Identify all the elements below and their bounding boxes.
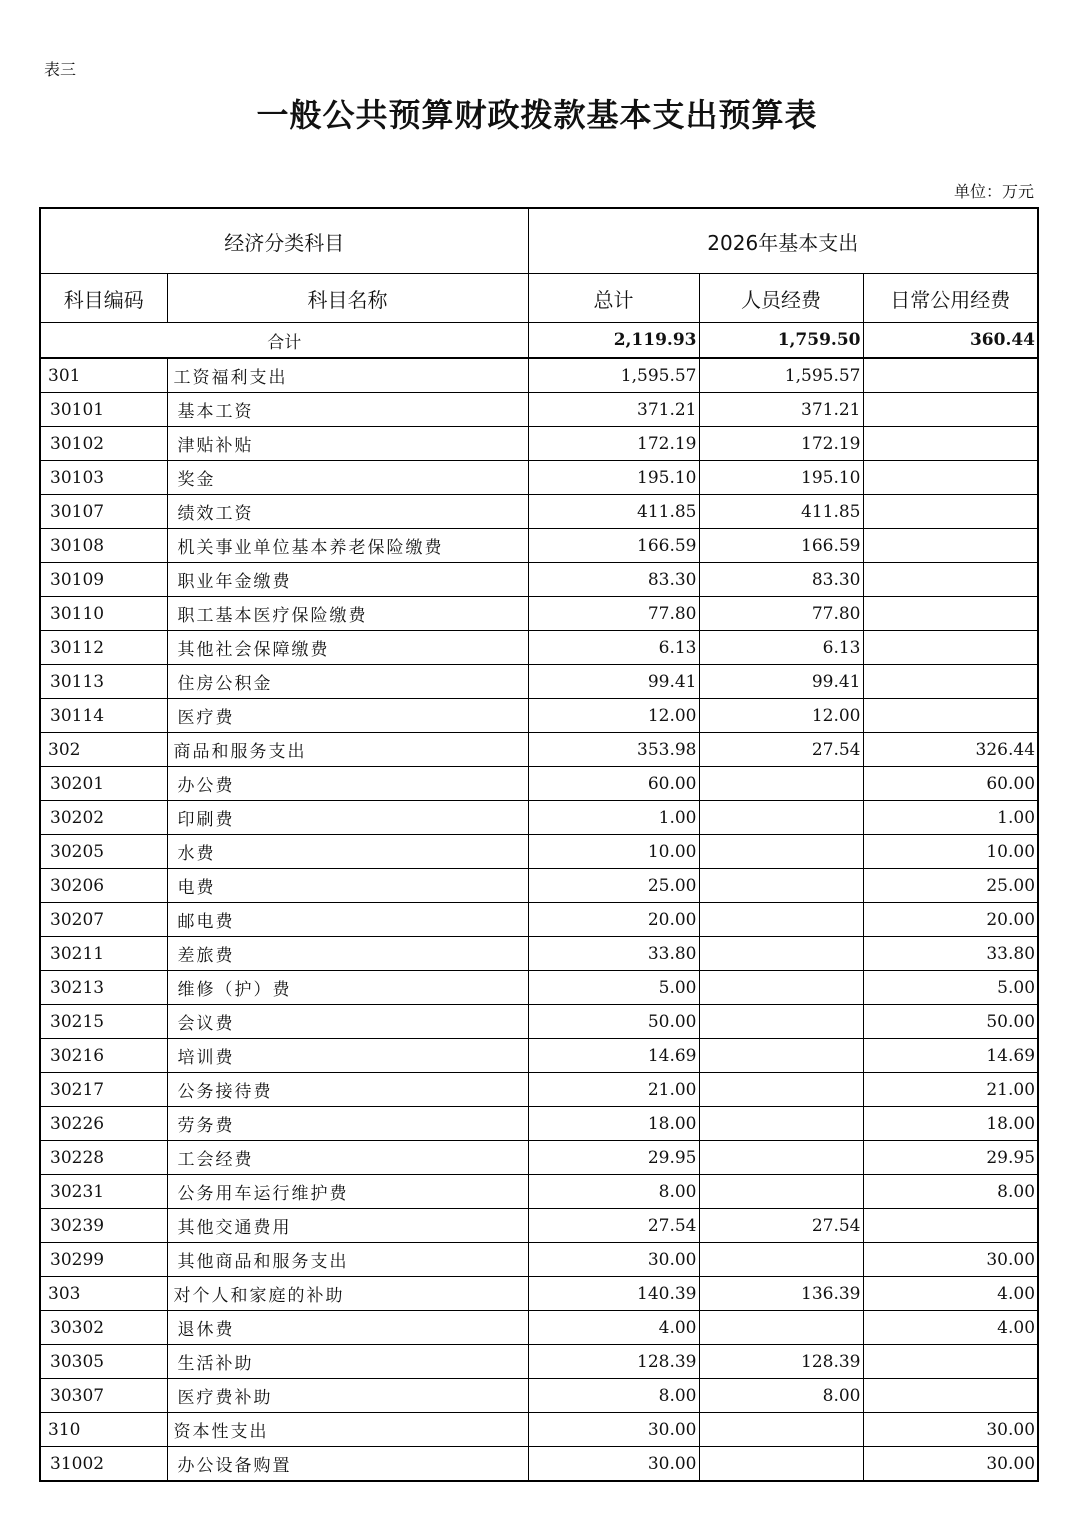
row-name: 公务用车运行维护费 bbox=[167, 1175, 528, 1209]
row-personnel: 27.54 bbox=[699, 733, 863, 767]
unit-label: 单位：万元 bbox=[953, 182, 1034, 201]
row-name: 工会经费 bbox=[167, 1141, 528, 1175]
row-total: 195.10 bbox=[528, 461, 699, 495]
table-row bbox=[40, 597, 1038, 631]
row-personnel bbox=[699, 801, 863, 835]
row-name: 住房公积金 bbox=[167, 665, 528, 699]
row-total: 21.00 bbox=[528, 1073, 699, 1107]
row-public: 50.00 bbox=[863, 1005, 1038, 1039]
row-code: 30302 bbox=[40, 1311, 167, 1345]
row-personnel: 128.39 bbox=[699, 1345, 863, 1379]
row-code: 30226 bbox=[40, 1107, 167, 1141]
row-public bbox=[863, 665, 1038, 699]
row-total: 18.00 bbox=[528, 1107, 699, 1141]
row-code: 30231 bbox=[40, 1175, 167, 1209]
row-personnel bbox=[699, 937, 863, 971]
row-total: 4.00 bbox=[528, 1311, 699, 1345]
row-code: 30215 bbox=[40, 1005, 167, 1039]
row-code: 30202 bbox=[40, 801, 167, 835]
row-public: 4.00 bbox=[863, 1277, 1038, 1311]
row-code: 30201 bbox=[40, 767, 167, 801]
row-total: 29.95 bbox=[528, 1141, 699, 1175]
row-total: 371.21 bbox=[528, 393, 699, 427]
table-row bbox=[40, 937, 1038, 971]
row-total: 83.30 bbox=[528, 563, 699, 597]
row-code: 30108 bbox=[40, 529, 167, 563]
row-total: 50.00 bbox=[528, 1005, 699, 1039]
row-personnel bbox=[699, 1107, 863, 1141]
row-code: 30206 bbox=[40, 869, 167, 903]
row-personnel: 12.00 bbox=[699, 699, 863, 733]
column-header-code: 科目编码 bbox=[40, 274, 167, 323]
row-code: 30113 bbox=[40, 665, 167, 699]
row-personnel bbox=[699, 869, 863, 903]
row-name: 电费 bbox=[167, 869, 528, 903]
row-personnel bbox=[699, 903, 863, 937]
row-public: 30.00 bbox=[863, 1243, 1038, 1277]
row-public: 4.00 bbox=[863, 1311, 1038, 1345]
row-name: 绩效工资 bbox=[167, 495, 528, 529]
table-row bbox=[40, 1345, 1038, 1379]
row-total: 8.00 bbox=[528, 1379, 699, 1413]
row-personnel bbox=[699, 1175, 863, 1209]
row-code: 30216 bbox=[40, 1039, 167, 1073]
row-total: 30.00 bbox=[528, 1243, 699, 1277]
row-personnel: 136.39 bbox=[699, 1277, 863, 1311]
column-header-personnel: 人员经费 bbox=[699, 274, 863, 323]
row-name: 工资福利支出 bbox=[167, 358, 528, 393]
table-row bbox=[40, 495, 1038, 529]
row-personnel: 166.59 bbox=[699, 529, 863, 563]
row-code: 30101 bbox=[40, 393, 167, 427]
table-row bbox=[40, 1447, 1038, 1482]
row-name: 办公费 bbox=[167, 767, 528, 801]
table-row bbox=[40, 665, 1038, 699]
row-public bbox=[863, 529, 1038, 563]
table-row bbox=[40, 1039, 1038, 1073]
row-public: 10.00 bbox=[863, 835, 1038, 869]
row-personnel bbox=[699, 1073, 863, 1107]
row-total: 10.00 bbox=[528, 835, 699, 869]
table-row bbox=[40, 903, 1038, 937]
row-code: 30217 bbox=[40, 1073, 167, 1107]
total-sum: 2,119.93 bbox=[528, 323, 699, 359]
row-public bbox=[863, 427, 1038, 461]
row-public bbox=[863, 358, 1038, 393]
row-name: 医疗费 bbox=[167, 699, 528, 733]
row-public: 30.00 bbox=[863, 1413, 1038, 1447]
row-personnel bbox=[699, 767, 863, 801]
row-code: 30211 bbox=[40, 937, 167, 971]
row-total: 8.00 bbox=[528, 1175, 699, 1209]
row-code: 302 bbox=[40, 733, 167, 767]
row-total: 33.80 bbox=[528, 937, 699, 971]
row-public bbox=[863, 1345, 1038, 1379]
table-row bbox=[40, 733, 1038, 767]
row-name: 会议费 bbox=[167, 1005, 528, 1039]
table-row bbox=[40, 427, 1038, 461]
row-public: 21.00 bbox=[863, 1073, 1038, 1107]
row-public bbox=[863, 461, 1038, 495]
table-row bbox=[40, 1073, 1038, 1107]
row-code: 30110 bbox=[40, 597, 167, 631]
row-total: 30.00 bbox=[528, 1413, 699, 1447]
row-name: 培训费 bbox=[167, 1039, 528, 1073]
row-personnel: 411.85 bbox=[699, 495, 863, 529]
row-code: 30213 bbox=[40, 971, 167, 1005]
row-name: 邮电费 bbox=[167, 903, 528, 937]
page-title: 一般公共预算财政拨款基本支出预算表 bbox=[256, 96, 818, 134]
row-public: 30.00 bbox=[863, 1447, 1038, 1482]
row-name: 劳务费 bbox=[167, 1107, 528, 1141]
table-row bbox=[40, 971, 1038, 1005]
table-row bbox=[40, 1107, 1038, 1141]
row-public: 14.69 bbox=[863, 1039, 1038, 1073]
row-personnel: 83.30 bbox=[699, 563, 863, 597]
row-personnel: 27.54 bbox=[699, 1209, 863, 1243]
total-label: 合计 bbox=[40, 323, 528, 359]
table-row bbox=[40, 1243, 1038, 1277]
column-header-public: 日常公用经费 bbox=[863, 274, 1038, 323]
row-total: 140.39 bbox=[528, 1277, 699, 1311]
table-row bbox=[40, 699, 1038, 733]
row-code: 30103 bbox=[40, 461, 167, 495]
row-code: 30107 bbox=[40, 495, 167, 529]
column-header-name: 科目名称 bbox=[167, 274, 528, 323]
row-public: 326.44 bbox=[863, 733, 1038, 767]
row-code: 30109 bbox=[40, 563, 167, 597]
row-name: 其他交通费用 bbox=[167, 1209, 528, 1243]
row-personnel: 77.80 bbox=[699, 597, 863, 631]
table-row bbox=[40, 1141, 1038, 1175]
row-public: 25.00 bbox=[863, 869, 1038, 903]
row-public bbox=[863, 699, 1038, 733]
row-name: 医疗费补助 bbox=[167, 1379, 528, 1413]
table-row bbox=[40, 358, 1038, 393]
row-total: 27.54 bbox=[528, 1209, 699, 1243]
row-total: 14.69 bbox=[528, 1039, 699, 1073]
row-personnel bbox=[699, 1141, 863, 1175]
table-label: 表三 bbox=[44, 60, 77, 79]
table-row bbox=[40, 529, 1038, 563]
row-public bbox=[863, 631, 1038, 665]
table-row bbox=[40, 1379, 1038, 1413]
row-total: 99.41 bbox=[528, 665, 699, 699]
row-public bbox=[863, 597, 1038, 631]
row-code: 30228 bbox=[40, 1141, 167, 1175]
row-personnel bbox=[699, 971, 863, 1005]
row-name: 维修（护）费 bbox=[167, 971, 528, 1005]
row-name: 水费 bbox=[167, 835, 528, 869]
row-total: 6.13 bbox=[528, 631, 699, 665]
row-total: 128.39 bbox=[528, 1345, 699, 1379]
total-personnel: 1,759.50 bbox=[699, 323, 863, 359]
row-name: 印刷费 bbox=[167, 801, 528, 835]
row-code: 30114 bbox=[40, 699, 167, 733]
table-row bbox=[40, 631, 1038, 665]
row-total: 77.80 bbox=[528, 597, 699, 631]
row-personnel bbox=[699, 1311, 863, 1345]
row-name: 机关事业单位基本养老保险缴费 bbox=[167, 529, 528, 563]
row-personnel: 172.19 bbox=[699, 427, 863, 461]
row-public: 20.00 bbox=[863, 903, 1038, 937]
row-total: 20.00 bbox=[528, 903, 699, 937]
row-name: 退休费 bbox=[167, 1311, 528, 1345]
table-row bbox=[40, 563, 1038, 597]
row-name: 公务接待费 bbox=[167, 1073, 528, 1107]
row-public bbox=[863, 1209, 1038, 1243]
row-personnel: 6.13 bbox=[699, 631, 863, 665]
group-header-economic-class: 经济分类科目 bbox=[40, 208, 528, 274]
row-total: 5.00 bbox=[528, 971, 699, 1005]
row-name: 差旅费 bbox=[167, 937, 528, 971]
row-personnel bbox=[699, 1413, 863, 1447]
row-total: 1.00 bbox=[528, 801, 699, 835]
row-name: 办公设备购置 bbox=[167, 1447, 528, 1482]
row-name: 基本工资 bbox=[167, 393, 528, 427]
table-row bbox=[40, 1277, 1038, 1311]
row-personnel bbox=[699, 1243, 863, 1277]
row-public: 18.00 bbox=[863, 1107, 1038, 1141]
row-name: 对个人和家庭的补助 bbox=[167, 1277, 528, 1311]
row-personnel: 99.41 bbox=[699, 665, 863, 699]
row-public bbox=[863, 1379, 1038, 1413]
row-public: 29.95 bbox=[863, 1141, 1038, 1175]
row-name: 商品和服务支出 bbox=[167, 733, 528, 767]
row-public bbox=[863, 393, 1038, 427]
row-total: 12.00 bbox=[528, 699, 699, 733]
row-public: 33.80 bbox=[863, 937, 1038, 971]
row-code: 303 bbox=[40, 1277, 167, 1311]
row-personnel: 8.00 bbox=[699, 1379, 863, 1413]
row-name: 奖金 bbox=[167, 461, 528, 495]
row-code: 30102 bbox=[40, 427, 167, 461]
row-public: 1.00 bbox=[863, 801, 1038, 835]
row-public: 8.00 bbox=[863, 1175, 1038, 1209]
row-name: 其他社会保障缴费 bbox=[167, 631, 528, 665]
row-code: 30299 bbox=[40, 1243, 167, 1277]
budget-table bbox=[39, 207, 1039, 1482]
row-code: 30305 bbox=[40, 1345, 167, 1379]
row-total: 25.00 bbox=[528, 869, 699, 903]
total-public: 360.44 bbox=[863, 323, 1038, 359]
row-personnel: 371.21 bbox=[699, 393, 863, 427]
row-personnel: 195.10 bbox=[699, 461, 863, 495]
row-code: 31002 bbox=[40, 1447, 167, 1482]
table-row bbox=[40, 1209, 1038, 1243]
row-personnel bbox=[699, 1447, 863, 1482]
row-total: 60.00 bbox=[528, 767, 699, 801]
row-code: 30207 bbox=[40, 903, 167, 937]
row-total: 411.85 bbox=[528, 495, 699, 529]
row-personnel bbox=[699, 835, 863, 869]
row-name: 职业年金缴费 bbox=[167, 563, 528, 597]
row-code: 30307 bbox=[40, 1379, 167, 1413]
row-code: 30205 bbox=[40, 835, 167, 869]
table-body bbox=[40, 323, 1038, 1482]
row-total: 166.59 bbox=[528, 529, 699, 563]
row-public: 5.00 bbox=[863, 971, 1038, 1005]
row-name: 其他商品和服务支出 bbox=[167, 1243, 528, 1277]
table-row bbox=[40, 1005, 1038, 1039]
table-row bbox=[40, 767, 1038, 801]
row-public bbox=[863, 563, 1038, 597]
row-code: 30112 bbox=[40, 631, 167, 665]
table-row bbox=[40, 801, 1038, 835]
row-code: 301 bbox=[40, 358, 167, 393]
row-personnel: 1,595.57 bbox=[699, 358, 863, 393]
table-row bbox=[40, 393, 1038, 427]
row-name: 职工基本医疗保险缴费 bbox=[167, 597, 528, 631]
row-personnel bbox=[699, 1005, 863, 1039]
row-code: 310 bbox=[40, 1413, 167, 1447]
table-row bbox=[40, 1175, 1038, 1209]
table-row bbox=[40, 835, 1038, 869]
row-name: 生活补助 bbox=[167, 1345, 528, 1379]
row-total: 353.98 bbox=[528, 733, 699, 767]
table-row bbox=[40, 1413, 1038, 1447]
row-total: 1,595.57 bbox=[528, 358, 699, 393]
row-total: 30.00 bbox=[528, 1447, 699, 1482]
table-row bbox=[40, 869, 1038, 903]
table-row bbox=[40, 461, 1038, 495]
row-code: 30239 bbox=[40, 1209, 167, 1243]
row-name: 资本性支出 bbox=[167, 1413, 528, 1447]
group-header-basic-expenditure: 2026年基本支出 bbox=[528, 208, 1038, 274]
total-row bbox=[40, 323, 1038, 359]
table-row bbox=[40, 1311, 1038, 1345]
row-public: 60.00 bbox=[863, 767, 1038, 801]
row-public bbox=[863, 495, 1038, 529]
row-name: 津贴补贴 bbox=[167, 427, 528, 461]
column-header-total: 总计 bbox=[528, 274, 699, 323]
row-personnel bbox=[699, 1039, 863, 1073]
row-total: 172.19 bbox=[528, 427, 699, 461]
